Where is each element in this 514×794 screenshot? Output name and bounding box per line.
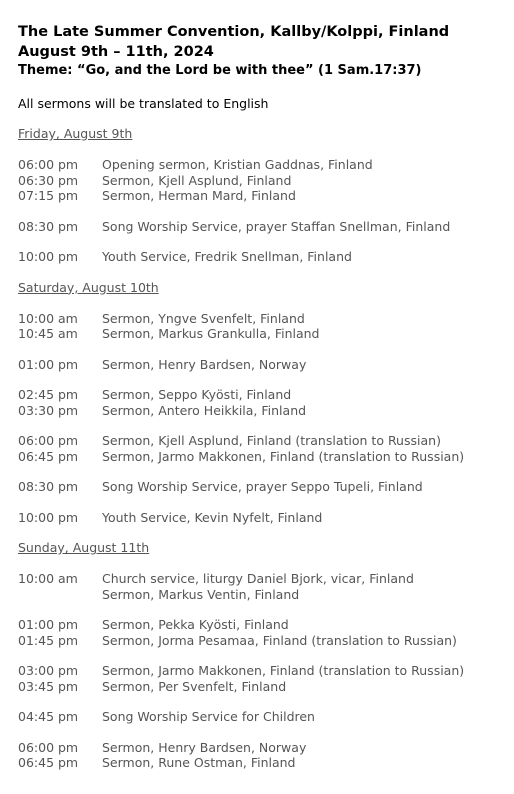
program-document xyxy=(18,22,508,786)
event-row xyxy=(18,617,508,633)
event-description: Sermon, Jarmo Makkonen, Finland (translation to Russian) xyxy=(102,663,465,678)
event-group xyxy=(18,433,508,464)
event-group xyxy=(18,479,508,495)
event-time: 03:00 pm xyxy=(18,663,79,678)
event-row xyxy=(18,663,508,679)
event-description: Sermon, Yngve Svenfelt, Finland xyxy=(102,310,305,326)
event-description: Sermon, Herman Mard, Finland xyxy=(102,188,296,203)
event-time xyxy=(18,587,102,603)
event-time: 03:30 pm xyxy=(18,402,79,418)
title-line-2: August 9th – 11th, 2024 xyxy=(18,44,214,60)
event-group xyxy=(18,510,508,526)
event-description: Sermon, Jarmo Makkonen, Finland (translation to Russian) xyxy=(102,448,465,464)
event-time: 06:00 pm xyxy=(18,739,79,755)
event-time: 10:00 am xyxy=(18,310,78,326)
event-row xyxy=(18,357,508,373)
event-description: Song Worship Service, prayer Seppo Tupeli, Finland xyxy=(102,479,423,494)
day-heading: Sunday, August 11th xyxy=(18,540,150,555)
event-description: Song Worship Service, prayer Staffan Snellman, Finland xyxy=(102,218,451,234)
event-time: 08:30 pm xyxy=(18,218,79,234)
event-row xyxy=(18,249,508,265)
event-time: 03:45 pm xyxy=(18,678,79,694)
event-time: 07:15 pm xyxy=(18,188,79,203)
day-section xyxy=(18,126,508,265)
event-description: Sermon, Per Svenfelt, Finland xyxy=(102,678,287,694)
event-row xyxy=(18,679,508,695)
event-group xyxy=(18,157,508,204)
event-time: 01:45 pm xyxy=(18,632,79,648)
event-group xyxy=(18,740,508,771)
event-row xyxy=(18,709,508,725)
event-row xyxy=(18,633,508,649)
schedule xyxy=(18,126,508,771)
day-section xyxy=(18,540,508,771)
event-group xyxy=(18,311,508,342)
event-group xyxy=(18,663,508,694)
day-heading: Friday, August 9th xyxy=(18,126,133,141)
event-row xyxy=(18,188,508,204)
event-group xyxy=(18,709,508,725)
event-row xyxy=(18,587,508,603)
event-row xyxy=(18,173,508,189)
event-time: 06:45 pm xyxy=(18,755,79,770)
event-row xyxy=(18,157,508,173)
event-description: Sermon, Markus Ventin, Finland xyxy=(102,586,300,602)
event-time: 06:45 pm xyxy=(18,448,79,464)
event-group xyxy=(18,219,508,235)
event-time: 10:00 am xyxy=(18,571,78,586)
event-row xyxy=(18,510,508,526)
event-description: Sermon, Kjell Asplund, Finland (translation to Russian) xyxy=(102,433,441,448)
event-time: 10:00 pm xyxy=(18,249,79,264)
event-row xyxy=(18,479,508,495)
event-time: 06:00 pm xyxy=(18,157,79,172)
event-row xyxy=(18,571,508,587)
event-description: Sermon, Markus Grankulla, Finland xyxy=(102,326,320,341)
event-description: Youth Service, Fredrik Snellman, Finland xyxy=(102,249,352,264)
event-row xyxy=(18,755,508,771)
event-time: 06:00 pm xyxy=(18,433,79,448)
event-description: Sermon, Henry Bardsen, Norway xyxy=(102,356,307,372)
translation-note: All sermons will be translated to English xyxy=(18,96,269,111)
title-line-1: The Late Summer Convention, Kallby/Kolppi, Finland xyxy=(18,24,450,40)
event-row xyxy=(18,740,508,756)
event-row xyxy=(18,311,508,327)
event-time: 01:00 pm xyxy=(18,617,79,632)
day-heading: Saturday, August 10th xyxy=(18,279,159,295)
event-group xyxy=(18,387,508,418)
event-description: Sermon, Antero Heikkila, Finland xyxy=(102,402,307,418)
event-description: Sermon, Seppo Kyösti, Finland xyxy=(102,387,292,402)
event-row xyxy=(18,449,508,465)
day-section xyxy=(18,280,508,526)
event-description: Sermon, Pekka Kyösti, Finland xyxy=(102,617,289,632)
event-description: Sermon, Rune Ostman, Finland xyxy=(102,755,296,770)
event-time: 10:00 pm xyxy=(18,509,79,525)
event-row xyxy=(18,403,508,419)
event-description: Church service, liturgy Daniel Bjork, vicar, Finland xyxy=(102,571,414,586)
event-group xyxy=(18,357,508,373)
theme-line: Theme: “Go, and the Lord be with thee” (1 Sam.17:37) xyxy=(18,63,422,78)
event-row xyxy=(18,326,508,342)
event-description: Opening sermon, Kristian Gaddnas, Finland xyxy=(102,157,373,172)
event-group xyxy=(18,617,508,648)
event-time: 08:30 pm xyxy=(18,479,79,494)
event-description: Sermon, Jorma Pesamaa, Finland (translation to Russian) xyxy=(102,632,457,648)
event-group xyxy=(18,571,508,602)
event-group xyxy=(18,249,508,265)
event-time: 01:00 pm xyxy=(18,356,79,372)
event-row xyxy=(18,219,508,235)
event-description: Sermon, Henry Bardsen, Norway xyxy=(102,739,307,755)
event-time: 02:45 pm xyxy=(18,387,79,402)
event-description: Youth Service, Kevin Nyfelt, Finland xyxy=(102,509,323,525)
event-description: Sermon, Kjell Asplund, Finland xyxy=(102,172,292,188)
event-time: 10:45 am xyxy=(18,326,78,341)
event-time: 04:45 pm xyxy=(18,709,79,724)
event-row xyxy=(18,433,508,449)
event-row xyxy=(18,387,508,403)
event-time: 06:30 pm xyxy=(18,172,79,188)
event-description: Song Worship Service for Children xyxy=(102,709,315,724)
